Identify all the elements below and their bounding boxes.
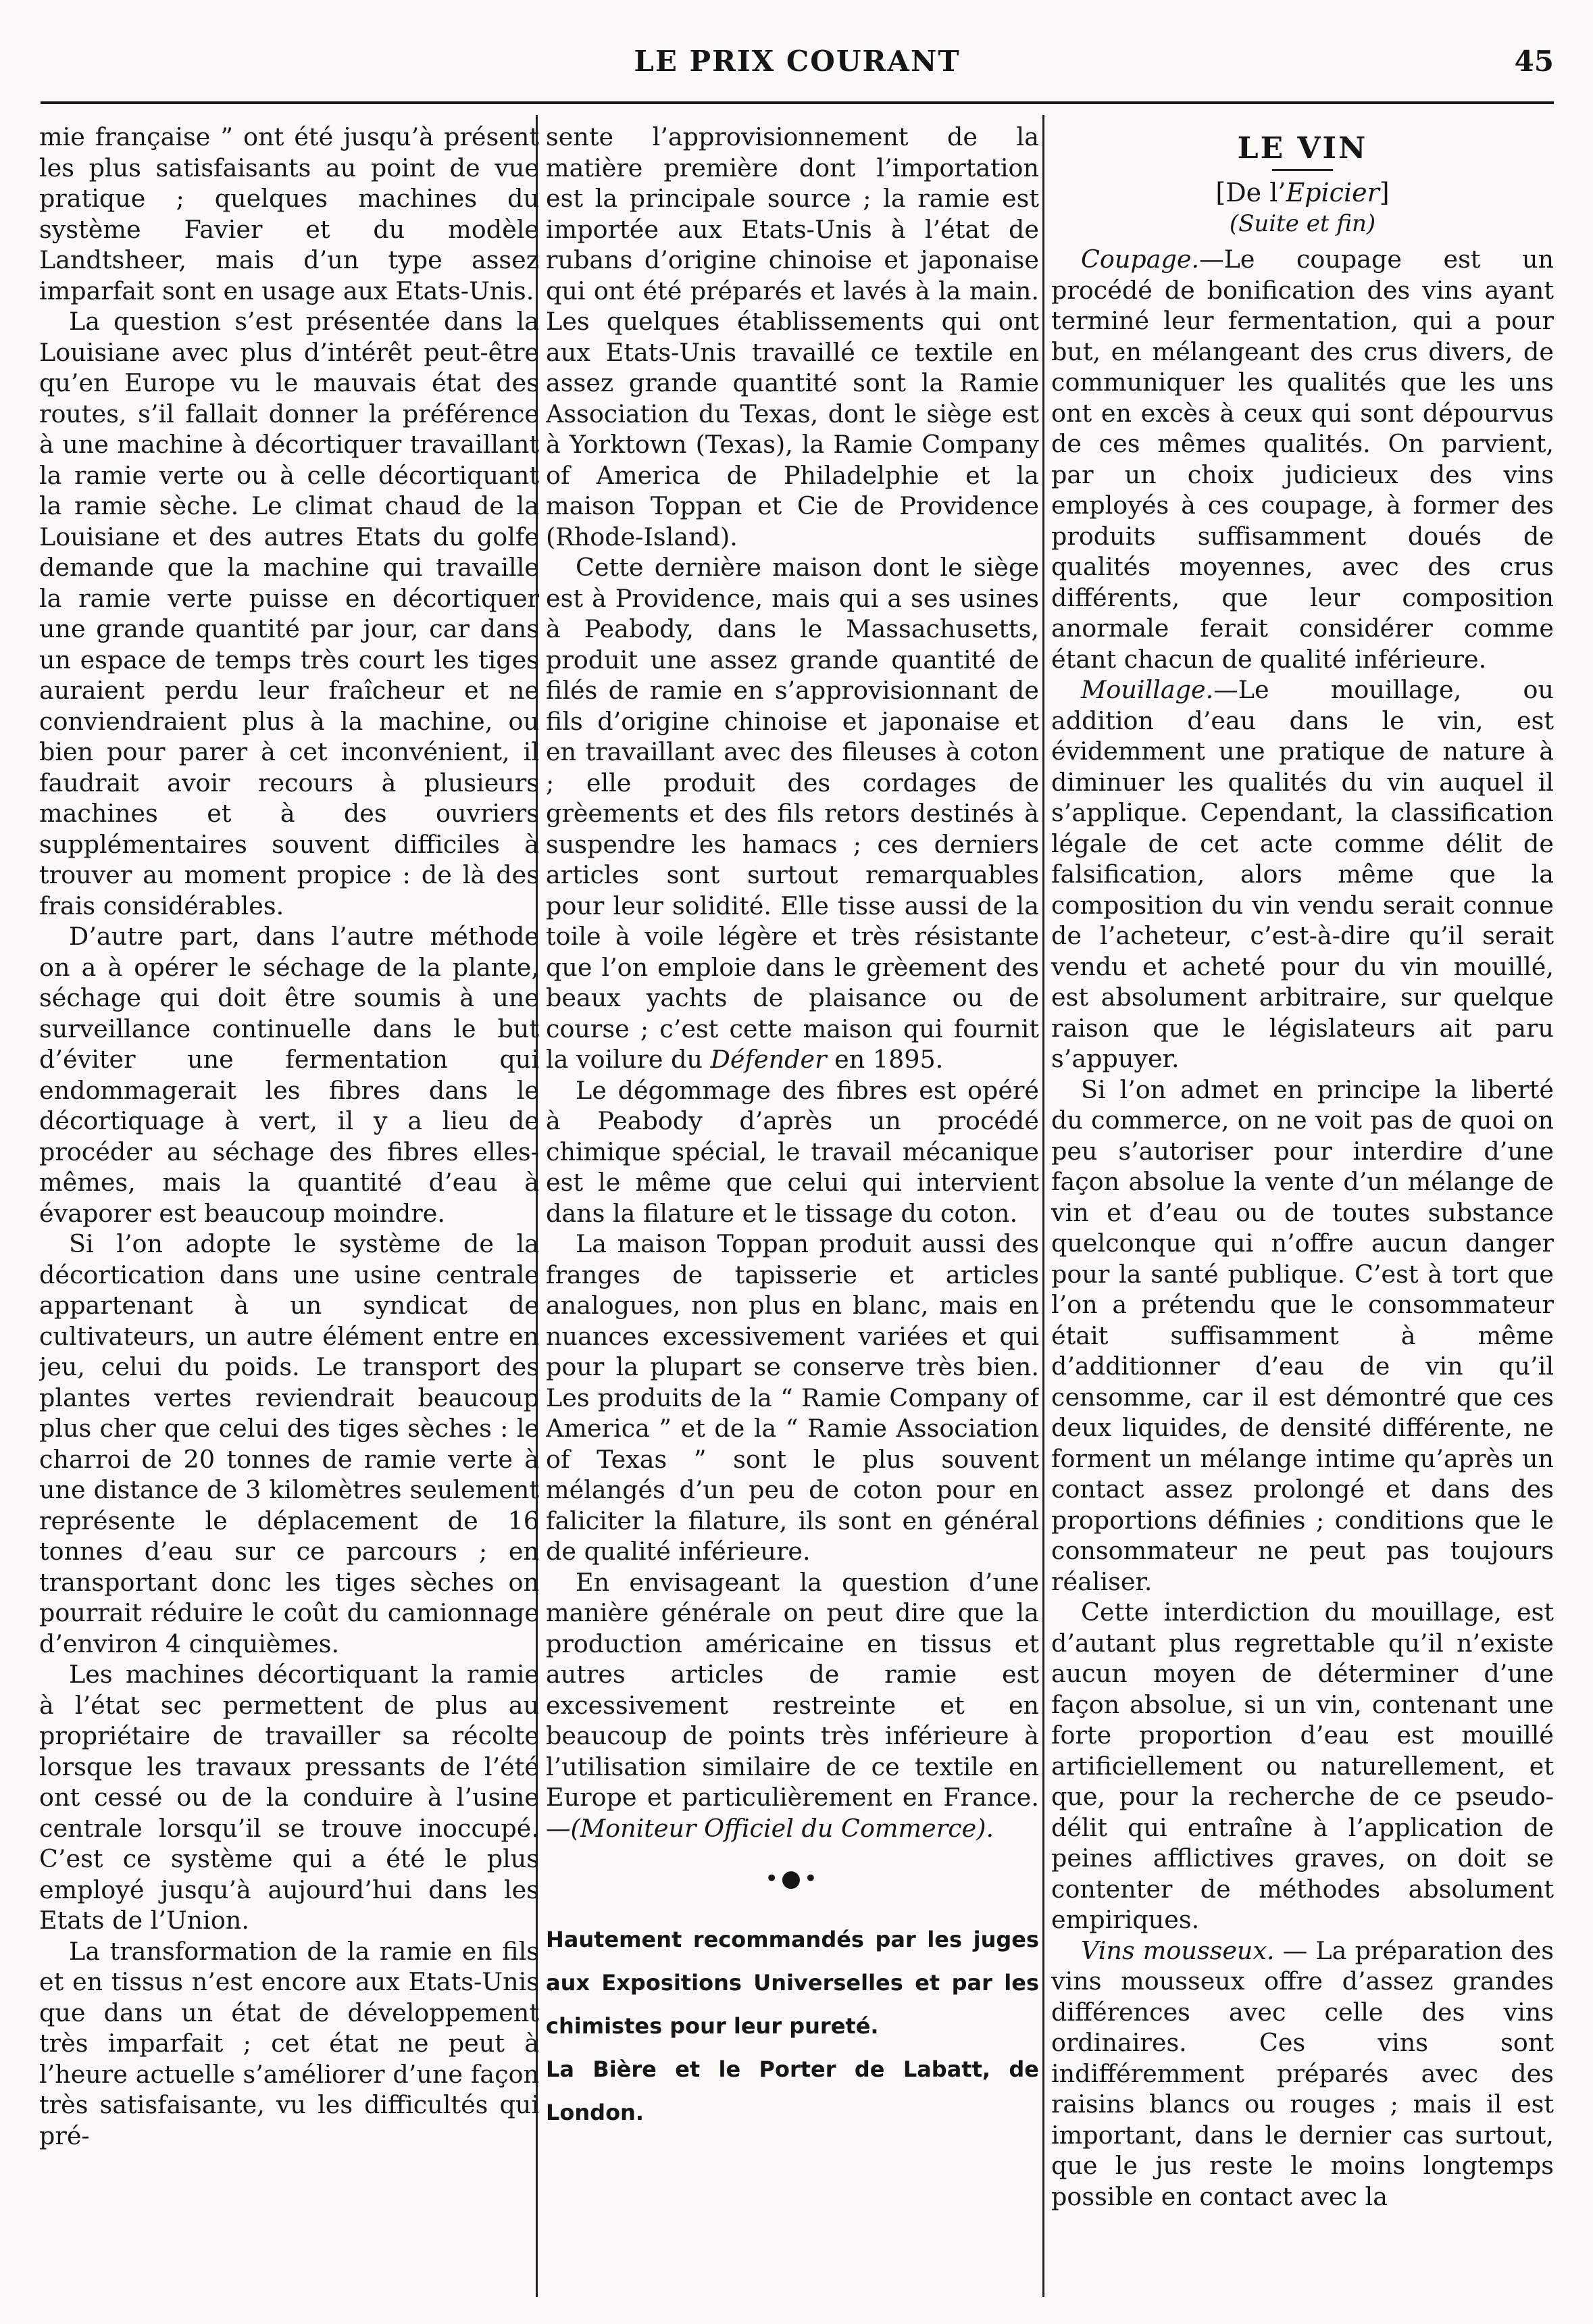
column-1	[39, 122, 539, 2283]
paragraph: D’autre part, dans l’autre méthode on a à opérer le séchage de la plante, séchage qui doit être soumis à une surveillance continuelle dans le but d’éviter une fermentation qui endommagerait les fibres dans le décortiquage à vert, il y a lieu de procéder au séchage des fibres elles-mêmes, mais la quantité d’eau à évaporer est beaucoup moindre.	[39, 922, 539, 1228]
ad-line: Hautement recommandés par les juges aux Expositions Universelles et par les chimistes pour leur pureté.	[546, 1926, 1039, 2039]
header-rule	[41, 101, 1554, 104]
page-header	[41, 42, 1554, 80]
section-keyword: Coupage.	[1081, 245, 1200, 274]
ad-line: La Bière et le Porter de Labatt, de London.	[546, 2056, 1039, 2125]
paragraph	[1051, 244, 1554, 674]
paragraph	[1051, 674, 1554, 1074]
paragraph	[546, 1567, 1039, 1844]
column-3	[1051, 122, 1554, 2283]
citation: (Moniteur Officiel du Commerce).	[570, 1813, 994, 1843]
advertisement	[546, 1918, 1039, 2134]
article-continuation-note: (Suite et fin)	[1229, 210, 1376, 237]
paragraph: Les machines décortiquant la ramie à l’état sec permettent de plus au propriétaire de travailler sa récolte lorsque les travaux pressants de l’été ont cessé ou de la conduire à l’usine centrale lorsqu’il se trouve inoccupé. C’est ce système qui a été le plus employé jusqu’à aujourd’hui dans les Etats de l’Union.	[39, 1660, 539, 1935]
article-source	[1051, 176, 1554, 209]
source-suffix: ]	[1379, 178, 1390, 207]
yacht-name: Défender	[710, 1045, 827, 1074]
paragraph-text: En envisageant la question d’une manière générale on peut dire que la production américaine en tissus et autres articles de ramie est excessivement restreinte et en beaucoup de points très inférieure à l’utilisation similaire de ce textile en Europe et particulièrement en France.—	[546, 1567, 1039, 1843]
column-divider	[1042, 115, 1044, 2297]
paragraph	[546, 552, 1039, 1075]
paragraph: Cette interdiction du mouillage, est d’autant plus regrettable qu’il n’existe aucun moyen de déterminer d’une façon absolue, si un vin, contenant une forte proportion d’eau est mouillé artificiellement ou naturellement, et que, pour la recherche de ce pseudo-délit qui entraîne à l’application de peines afflictives graves, on doit se contenter de méthodes absolument empiriques.	[1051, 1598, 1554, 1934]
paragraph: La question s’est présentée dans la Louisiane avec plus d’intérêt peut-être qu’en Europe vu le mauvais état des routes, s’il fallait donner la préférence à une machine à décortiquer travaillant la ramie verte ou à celle décortiquant la ramie sèche. Le climat chaud de la Louisiane et des autres Etats du golfe demande que la machine qui travaille la ramie verte puisse en décortiquer une grande quantité par jour, car dans un espace de temps très court les tiges auraient perdu leur fraîcheur et ne conviendraient plus à la machine, ou bien pour parer à cet inconvénient, il faudrait avoir recours à plusieurs machines et à des ouvriers supplémentaires souvent difficiles à trouver au moment propice : de là des frais considérables.	[39, 307, 539, 920]
paragraph-text: Cette dernière maison dont le siège est à Providence, mais qui a ses usines à Peabody, dans le Massachusetts, produit une assez grande quantité de filés de ramie en s’approvisionnant de fils d’origine chinoise et japonaise et en travaillant avec des fileuses à coton ; elle produit des cordages de grèements et des fils retors destinés à suspendre les hamacs ; ces derniers articles sont surtout remarquables pour leur solidité. Elle tisse aussi de la toile à voile légère et très résistante que l’on emploie dans le grèement des beaux yachts de plaisance ou de course ; c’est cette maison qui fournit la voilure du	[546, 553, 1039, 1074]
column-2	[546, 122, 1039, 2283]
paragraph: La maison Toppan produit aussi des franges de tapisserie et articles analogues, non plus en blanc, mais en nuances excessivement variées et qui pour la plupart se conserve très bien. Les produits de la “ Ramie Company of America ” et de la “ Ramie Association of Texas ” sont le plus souvent mélangés d’un peu de coton pour en faliciter la filature, ils sont en général de qualité inférieure.	[546, 1229, 1039, 1566]
paragraph-text: — La préparation des vins mousseux offre d’assez grandes différences avec celle des vins ordinaires. Ces vins sont indifféremment préparés avec des raisins blancs ou rouges ; mais il est important, dans le dernier cas surtout, que le jus reste le moins longtemps possible en contact avec la	[1051, 1935, 1554, 2211]
paragraph: mie française ” ont été jusqu’à présent les plus satisfaisants au point de vue pratique ; quelques machines du système Favier et du modèle Landtsheer, mais d’un type assez imparfait sont en usage aux Etats-Unis.	[39, 122, 539, 305]
ornament-divider: •●•	[765, 1865, 820, 1892]
paragraph-text: —Le coupage est un procédé de bonification des vins ayant terminé leur fermentation, qui a pour but, en mélangeant des crus divers, de communiquer les qualités que les uns ont en excès à ceux qui sont dépourvus de ces mêmes qualités. On parvient, par un choix judicieux des vins employés à ces coupage, à former des produits suffisamment doués de qualités moyennes, avec des crus différents, que leur composition anormale ferait considérer comme étant chacun de qualité inférieure.	[1051, 245, 1554, 674]
page-number: 45	[1514, 45, 1554, 78]
paragraph	[1051, 1935, 1554, 2212]
paragraph-text: —Le mouillage, ou addition d’eau dans le vin, est évidemment une pratique de nature à diminuer les qualités du vin auquel il s’applique. Cependant, la classification légale de cet acte comme délit de falsification, alors même que la composition du vin vendu serait connue de l’acheteur, c’est-à-dire qu’il serait vendu et acheté pour du vin mouillé, est absolument arbitraire, sur quelque raison que le législateurs ait paru s’appuyer.	[1051, 675, 1554, 1073]
source-name: Epicier	[1286, 178, 1380, 207]
article-title: LE VIN	[1237, 131, 1368, 166]
paragraph: Si l’on adopte le système de la décortication dans une usine centrale appartenant à un syndicat de cultivateurs, un autre élément entre en jeu, celui du poids. Le transport des plantes vertes reviendrait beaucoup plus cher que celui des tiges sèches : le charroi de 20 tonnes de ramie verte à une distance de 3 kilomètres seulement représente le déplacement de 16 tonnes d’eau sur ce parcours ; en transportant donc les tiges sèches on pourrait réduire le coût du camionnage d’environ 4 cinquièmes.	[39, 1229, 539, 1658]
section-keyword: Mouillage.	[1081, 675, 1214, 704]
paragraph: Si l’on admet en principe la liberté du commerce, on ne voit pas de quoi on peu s’autoriser pour interdire d’une façon absolue la vente d’un mélange de vin et d’eau ou de toutes substance quelconque qui n’offre aucun danger pour la santé publique. C’est à tort que l’on a prétendu que le consommateur était suffisamment à même d’additionner d’eau de vin qu’il censomme, car il est démontré que ces deux liquides, de densité différente, ne forment un mélange intime qu’après un contact assez prolongé et dans des proportions définies ; conditions que le consommateur ne peut pas toujours réaliser.	[1051, 1074, 1554, 1596]
journal-title: LE PRIX COURANT	[634, 45, 961, 78]
paragraph: sente l’approvisionnement de la matière première dont l’importation est la principale source ; la ramie est importée aux Etats-Unis à l’état de rubans d’origine chinoise et japonaise qui ont été préparés et lavés à la main. Les quelques établissements qui ont aux Etats-Unis travaillé ce textile en assez grande quantité sont la Ramie Association du Texas, dont le siège est à Yorktown (Texas), la Ramie Company of America de Philadelphie et la maison Toppan et Cie de Providence (Rhode-Island).	[546, 122, 1039, 551]
paragraph: La transformation de la ramie en fils et en tissus n’est encore aux Etats-Unis que dans un état de développement très imparfait ; cet état ne peut à l’heure actuelle s’améliorer d’une façon très satisfaisante, vu les difficultés qui pré-	[39, 1936, 539, 2150]
yacht-year: en 1895.	[834, 1045, 944, 1074]
source-prefix: [De l’	[1215, 178, 1286, 207]
title-rule	[1272, 169, 1333, 171]
section-keyword: Vins mousseux.	[1081, 1935, 1275, 1965]
paragraph: Le dégommage des fibres est opéré à Peabody d’après un procédé chimique spécial, le travail mécanique est le même que celui qui intervient dans la filature et le tissage du coton.	[546, 1075, 1039, 1228]
